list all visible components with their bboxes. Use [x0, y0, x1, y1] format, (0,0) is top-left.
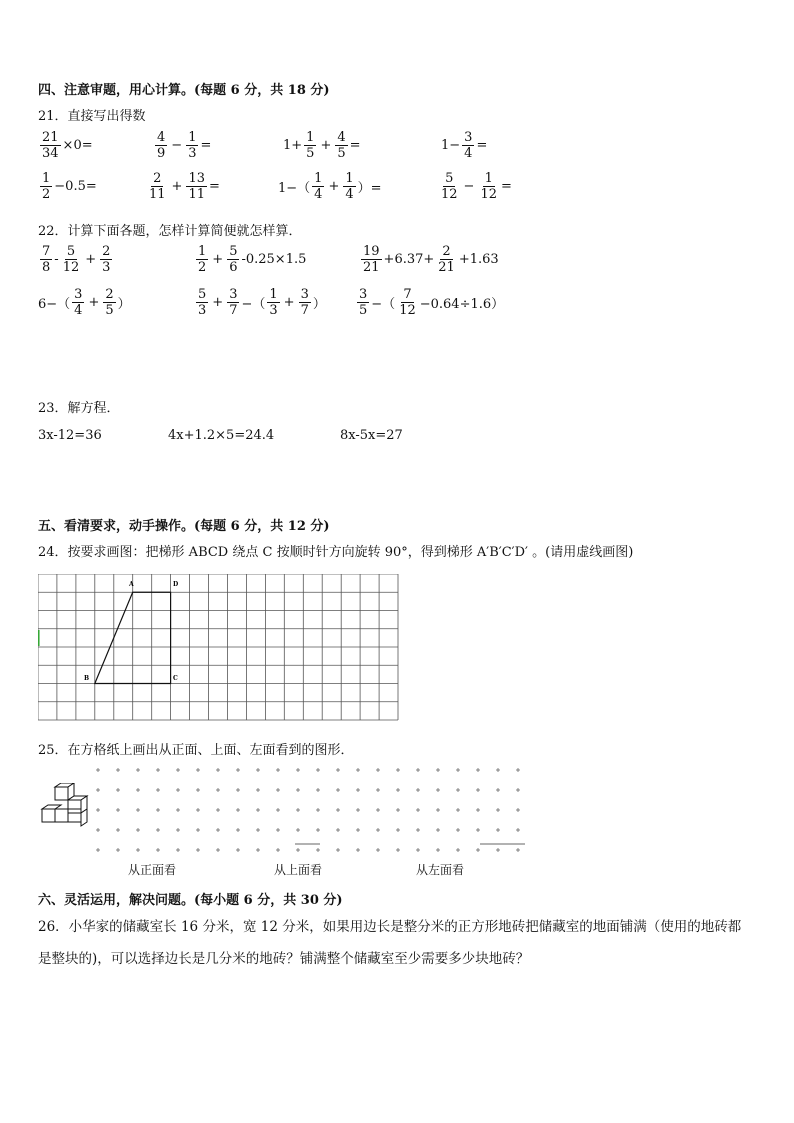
denominator: 3	[188, 146, 197, 161]
operator: ）	[312, 297, 326, 312]
numerator: 1	[345, 171, 354, 186]
numerator: 4	[337, 130, 346, 145]
operator: =	[476, 138, 488, 153]
operator: +	[88, 295, 100, 310]
operator: −（	[371, 297, 396, 312]
point-b-label: B	[84, 675, 90, 682]
denominator: 12	[480, 187, 497, 202]
numerator: 1	[269, 287, 278, 302]
numerator: 7	[42, 244, 51, 259]
numerator: 3	[229, 287, 238, 302]
operator: −（	[241, 297, 266, 312]
section-5-title: 五、看清要求，动手操作。(每题 6 分，共 12 分)	[38, 519, 330, 534]
operator: =	[501, 179, 512, 194]
numerator: 4	[157, 130, 166, 145]
q22-expr-1	[38, 244, 114, 275]
dot-grid-paper	[90, 764, 530, 856]
denominator: 5	[306, 146, 315, 161]
denominator: 5	[105, 303, 114, 318]
operator: ×0=	[62, 138, 93, 153]
operator: 1−	[441, 138, 461, 153]
operator: +	[212, 252, 224, 267]
denominator: 7	[229, 303, 238, 318]
question-24-label: 24．按要求画图：把梯形 ABCD 绕点 C 按顺时针方向旋转 90°，得到梯形 A′B′C′D′ 。(请用虚线画图)	[38, 545, 634, 560]
question-26-line-2: 是整块的)，可以选择边长是几分米的地砖？铺满整个储藏室至少需要多少块地砖？	[38, 951, 530, 967]
operator: ）=	[357, 181, 382, 196]
cube-stack-figure	[38, 783, 96, 828]
question-21-label: 21．直接写出得数	[38, 109, 146, 124]
view-label-left: 从左面看	[416, 863, 465, 877]
denominator: 7	[300, 303, 309, 318]
q21-expr-8	[437, 171, 512, 202]
section-4-title: 四、注意审题，用心计算。(每题 6 分，共 18 分)	[38, 83, 330, 98]
numerator: 5	[445, 171, 454, 186]
numerator: 21	[42, 130, 59, 145]
denominator: 6	[229, 260, 238, 275]
view-label-front: 从正面看	[128, 863, 177, 877]
operator: +	[85, 252, 97, 267]
denominator: 21	[438, 260, 455, 275]
operator: 1−（	[278, 181, 311, 196]
operator: =	[209, 179, 220, 194]
operator: +6.37+	[383, 252, 435, 267]
denominator: 12	[62, 260, 80, 275]
numerator: 19	[363, 244, 380, 259]
operator: +	[283, 295, 295, 310]
numerator: 5	[198, 287, 207, 302]
q21-expr-6	[145, 171, 220, 202]
point-a-label: A	[129, 581, 134, 588]
numerator: 1	[198, 244, 207, 259]
q22-expr-5	[194, 287, 326, 318]
q21-expr-2	[153, 130, 211, 161]
operator: −0.64÷1.6）	[419, 297, 505, 312]
denominator: 34	[42, 146, 59, 161]
point-d-label: D	[173, 581, 179, 588]
trapezoid-grid	[38, 574, 399, 721]
q22-expr-4	[38, 287, 131, 318]
numerator: 1	[314, 171, 323, 186]
numerator: 2	[153, 171, 162, 186]
operator: +	[171, 179, 183, 194]
operator: ）	[117, 297, 131, 312]
question-22-label: 22．计算下面各题，怎样计算简便就怎样算．	[38, 224, 302, 239]
question-23-label: 23．解方程．	[38, 401, 120, 416]
denominator: 3	[198, 303, 207, 318]
q21-expr-1	[38, 130, 93, 161]
q21-expr-4	[441, 130, 487, 161]
numerator: 3	[74, 287, 83, 302]
denominator: 4	[345, 187, 354, 202]
denominator: 3	[102, 260, 111, 275]
operator: -0.25×1.5	[241, 252, 307, 267]
numerator: 2	[105, 287, 114, 302]
operator: -	[54, 252, 59, 267]
denominator: 21	[363, 260, 380, 275]
denominator: 4	[314, 187, 323, 202]
operator: +	[328, 179, 340, 194]
denominator: 12	[399, 303, 416, 318]
point-c-label: C	[173, 675, 178, 682]
equation-2: 4x+1.2×5=24.4	[168, 428, 275, 443]
numerator: 5	[66, 244, 76, 259]
q22-expr-3	[359, 244, 499, 275]
operator: =	[349, 138, 361, 153]
operator: =	[200, 138, 212, 153]
operator: +	[320, 138, 332, 153]
denominator: 9	[157, 146, 166, 161]
denominator: 2	[198, 260, 207, 275]
q21-expr-5	[38, 171, 97, 202]
q21-expr-7	[278, 171, 382, 202]
section-6-title: 六、灵活运用，解决问题。(每小题 6 分，共 30 分)	[38, 893, 343, 908]
denominator: 11	[149, 187, 166, 202]
denominator: 3	[269, 303, 278, 318]
operator: 6−（	[38, 297, 71, 312]
numerator: 1	[306, 130, 315, 145]
operator: −0.5=	[54, 179, 97, 194]
equation-1: 3x-12=36	[38, 428, 102, 443]
denominator: 5	[359, 303, 368, 318]
q22-expr-2	[194, 244, 306, 275]
numerator: 5	[229, 244, 238, 259]
numerator: 7	[403, 287, 412, 302]
numerator: 3	[464, 130, 473, 145]
numerator: 1	[188, 130, 197, 145]
numerator: 1	[484, 171, 493, 186]
operator: 1+	[283, 138, 303, 153]
denominator: 4	[74, 303, 83, 318]
operator: −	[171, 138, 183, 153]
numerator: 2	[102, 244, 111, 259]
q22-expr-6	[355, 287, 504, 318]
operator: −	[463, 179, 475, 194]
question-25-label: 25．在方格纸上画出从正面、上面、左面看到的图形．	[38, 743, 354, 758]
numerator: 13	[188, 171, 205, 186]
numerator: 2	[442, 244, 451, 259]
numerator: 3	[359, 287, 368, 302]
denominator: 8	[42, 260, 51, 275]
q21-expr-3	[283, 130, 361, 161]
denominator: 5	[337, 146, 346, 161]
operator: +1.63	[458, 252, 499, 267]
denominator: 2	[42, 187, 51, 202]
question-26-line-1: 26．小华家的储藏室长 16 分米，宽 12 分米，如果用边长是整分米的正方形地砖把储藏室的地面铺满（使用的地砖都	[38, 919, 742, 935]
view-label-top: 从上面看	[274, 863, 323, 877]
denominator: 12	[441, 187, 458, 202]
equation-3: 8x-5x=27	[340, 428, 403, 443]
operator: +	[212, 295, 224, 310]
numerator: 1	[42, 171, 51, 186]
grid-lines	[38, 574, 398, 720]
numerator: 3	[300, 287, 309, 302]
denominator: 11	[188, 187, 205, 202]
denominator: 4	[464, 146, 473, 161]
